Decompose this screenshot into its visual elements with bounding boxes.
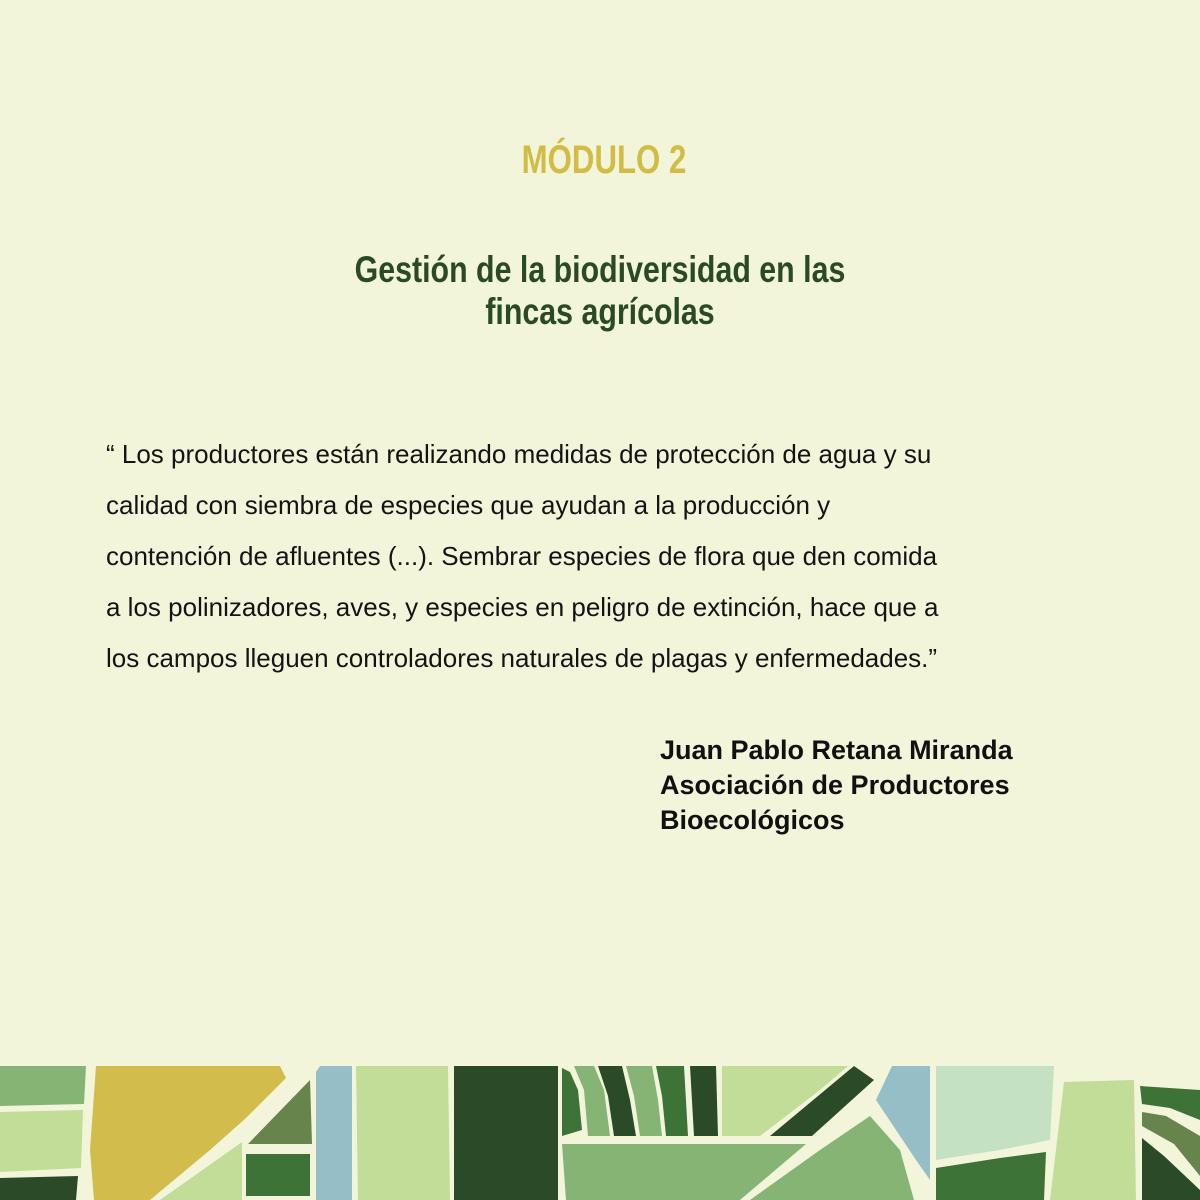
quote-line-3: contención de afluentes (...). Sembrar especies de flora que den comida (106, 541, 938, 571)
quote-line-4: a los polinizadores, aves, y especies en peligro de extinción, hace que a (106, 592, 939, 622)
field-patch (356, 1066, 450, 1200)
field-patch (690, 1066, 718, 1136)
attribution (660, 733, 1140, 838)
quote-line-1: “ Los productores están realizando medidas de protección de agua y su (106, 439, 932, 469)
author-name: Juan Pablo Retana Miranda (660, 735, 1013, 765)
field-patch (246, 1154, 310, 1196)
quote-line-2: calidad con siembra de especies que ayudan a la producción y (106, 490, 831, 520)
field-patch (454, 1066, 558, 1200)
farm-fields-illustration (0, 1060, 1200, 1200)
field-patch (0, 1176, 78, 1200)
field-patch (1050, 1080, 1136, 1200)
author-organization-line-2: Bioecológicos (660, 805, 845, 835)
module-title (108, 249, 1092, 333)
field-patch (0, 1110, 83, 1172)
testimonial-quote (106, 429, 1096, 684)
field-patch (316, 1066, 352, 1200)
quote-line-5: los campos lleguen controladores naturales de plagas y enfermedades.” (106, 643, 938, 673)
module-label: MÓDULO 2 (521, 138, 687, 182)
module-title-line-2: fincas agrícolas (485, 291, 715, 332)
module-title-line-1: Gestión de la biodiversidad en las (354, 249, 846, 290)
author-organization-line-1: Asociación de Productores (660, 770, 1010, 800)
field-patch (0, 1066, 86, 1106)
